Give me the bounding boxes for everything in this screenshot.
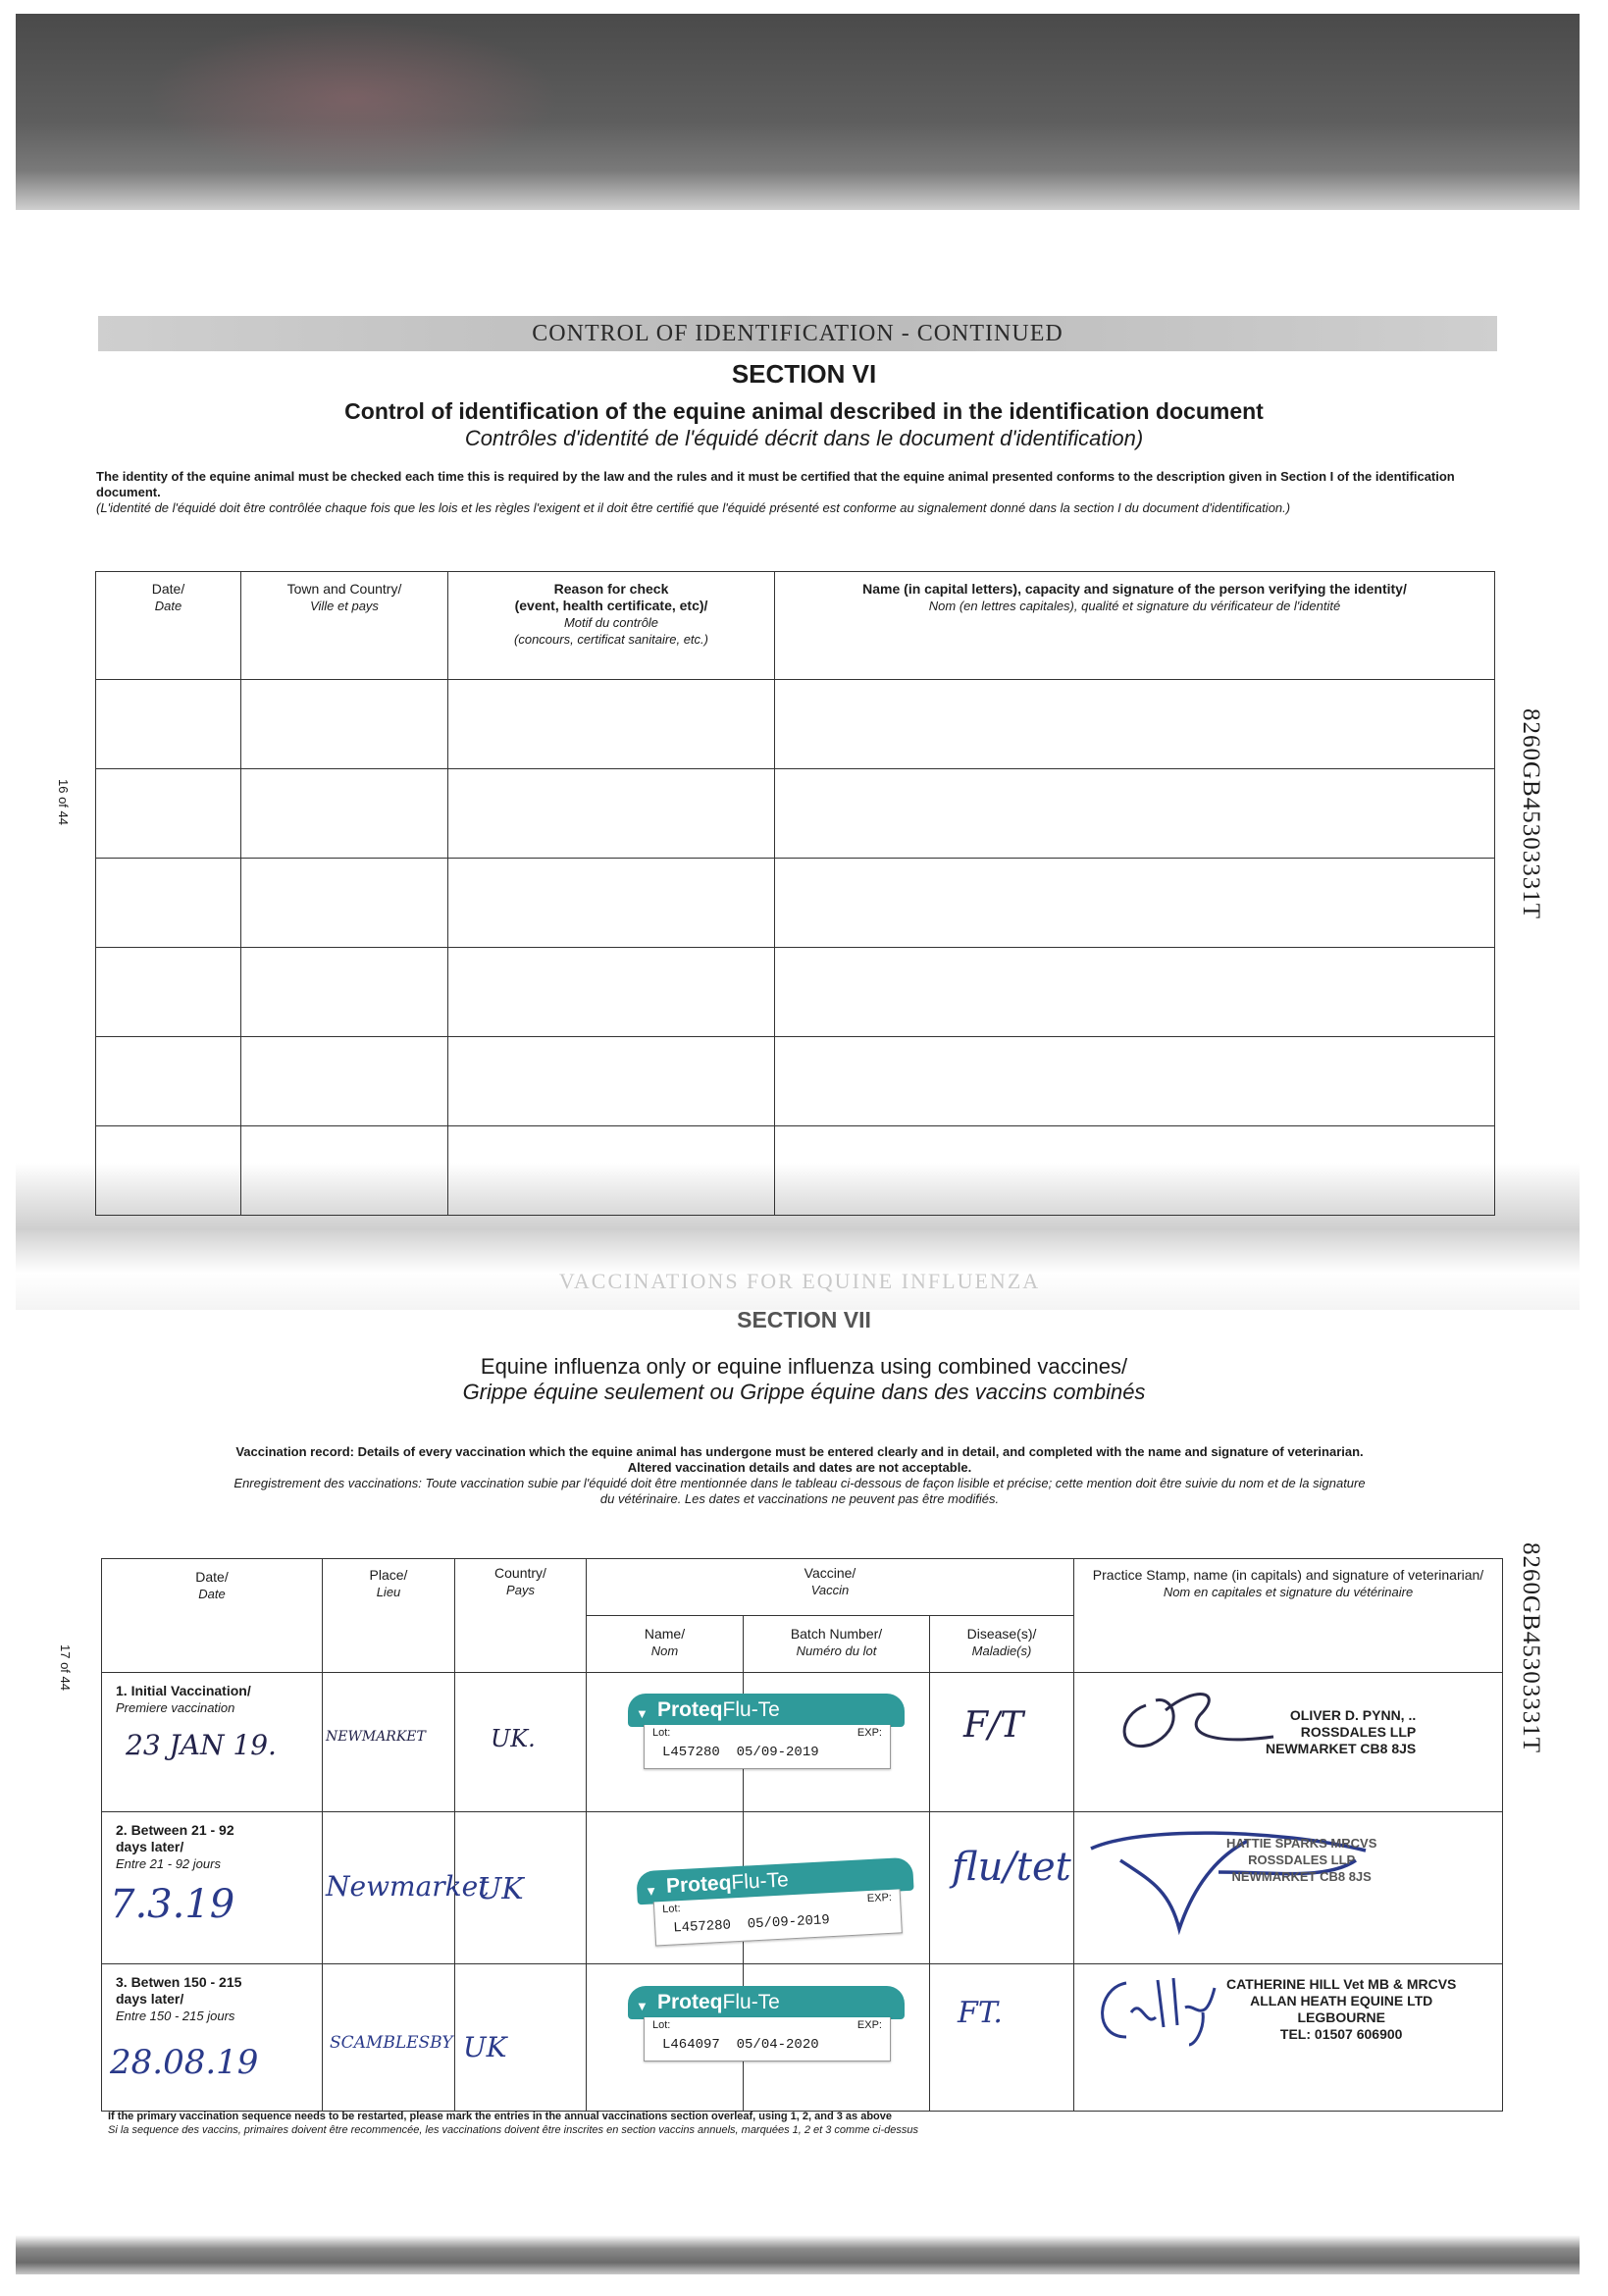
col-date-label-fr: Date [154,599,182,613]
vet-stamp-line: CATHERINE HILL Vet MB & MRCVS [1226,1976,1457,1992]
scan-shadow-bottom [16,2235,1580,2274]
vcol-place-label: Place/ [369,1567,408,1583]
vcol-vaccine-header [587,1559,1074,1616]
col-name-label-fr: Nom (en lettres capitales), qualité et signature du vérificateur de l'identité [928,599,1341,613]
vacc-row-label [102,1964,323,2112]
vcol-country-header [455,1559,587,1673]
vacc-row-label-en: 1. Initial Vaccination/ [116,1683,251,1698]
vacc-disease-2: flu/tet [952,1845,1071,1890]
vaccine-name: Flu-Te [722,1991,780,2013]
vet-stamp-line: HATTIE SPARKS MRCVS [1226,1836,1377,1851]
vaccine-label-body [644,1725,891,1769]
table-row [96,859,1495,948]
page-number-upper: 16 of 44 [56,779,71,825]
vacc-date-2: 7.3.19 [110,1882,235,1927]
section7-intro-en-2: Altered vaccination details and dates are not acceptable. [627,1460,972,1475]
vacc-country-3: UK [463,2031,507,2063]
expiry-date: 05/09-2019 [747,1912,831,1933]
table-header-row [96,572,1495,680]
col-name-header [775,572,1495,680]
section-banner: CONTROL OF IDENTIFICATION - CONTINUED [98,316,1497,351]
section7-title: Equine influenza only or equine influenza using combined vaccines/ [480,1354,1128,1379]
vacc-place-3: SCAMBLESBY [330,2033,453,2053]
lot-label: Lot: [652,1727,671,1739]
batch-expiry [673,1912,830,1936]
vcol-batch-header [744,1616,930,1673]
vacc-row-label-fr: Premiere vaccination [116,1700,235,1715]
vaccine-brand: Proteq [657,1991,723,2013]
col-name-label: Name (in capital letters), capacity and signature of the person verifying the identity/ [862,581,1407,597]
vcol-name-label-fr: Nom [650,1644,679,1658]
batch-expiry [662,1745,819,1760]
vacc-place-1: NEWMARKET [326,1729,426,1745]
vacc-header-row-1 [102,1559,1503,1616]
vaccine-label-head [628,1694,905,1727]
expiry-date: 05/04-2020 [736,2037,819,2053]
identity-check-table [95,571,1495,1216]
vcol-place-header [323,1559,455,1673]
vacc-row-label-en: 2. Between 21 - 92 [116,1822,234,1838]
section6-title: Control of identification of the equine animal described in the identification document [344,398,1264,424]
section7-intro-en-1: Vaccination record: Details of every vaccination which the equine animal has undergone must be entered clearly and in detail, and completed with the name and signature of veterinarian. [235,1444,1364,1459]
col-town-label: Town and Country/ [286,581,402,597]
arrow-icon: ▼ [644,1883,658,1899]
vcol-vaccine-label-fr: Vaccin [810,1583,850,1597]
footer-note [108,2110,918,2137]
vet-stamp-1 [1266,1707,1416,1757]
section7-intro [98,1444,1501,1507]
section6-intro-fr: (L'identité de l'équidé doit être contrôlée chaque fois que les lois et les règles l'exigent et il doit être certifié que l'équidé présenté est conforme au signalement donné dans la section I du document d'identification.) [96,500,1291,515]
vcol-stamp-label-fr: Nom en capitales et signature du vétérinaire [1163,1585,1414,1599]
vacc-row-label-fr: Entre 150 - 215 jours [116,2009,235,2023]
vet-stamp-line: NEWMARKET CB8 8JS [1231,1869,1372,1884]
exp-label: EXP: [856,2019,882,2031]
vet-stamp-line: TEL: 01507 606900 [1279,2026,1403,2042]
section6-intro-en: The identity of the equine animal must be checked each time this is required by the law and the rules and it must be certified that the equine animal presented conforms to the description given in Section I of the identification document. [96,469,1455,499]
page-number-lower: 17 of 44 [58,1644,73,1691]
table-row [96,948,1495,1037]
vcol-name-header [587,1616,744,1673]
passport-number-upper: 8260GB45303331T [1518,708,1544,919]
vet-stamp-line: ALLAN HEATH EQUINE LTD [1250,1993,1433,2009]
footer-note-en: If the primary vaccination sequence needs to be restarted, please mark the entries in the annual vaccinations section overleaf, using 1, 2, and 3 as above [108,2111,893,2122]
vaccine-label-body [644,2017,891,2061]
vacc-row-label-en-2: days later/ [116,1991,184,2007]
vcol-disease-label: Disease(s)/ [966,1626,1037,1642]
vacc-row-label-en-2: days later/ [116,1839,184,1854]
vcol-vaccine-label: Vaccine/ [804,1565,856,1581]
table-row [96,769,1495,859]
col-town-label-fr: Ville et pays [310,599,379,613]
vacc-country-2: UK [477,1872,524,1906]
vet-stamp-2 [1226,1835,1376,1885]
vcol-place-label-fr: Lieu [376,1585,401,1599]
col-town-header [241,572,448,680]
vet-stamp-line: ROSSDALES LLP [1248,1852,1356,1867]
section7-intro-fr-1: Enregistrement des vaccinations: Toute vaccination subie par l'équidé doit être mentionnée dans le tableau ci-dessous de façon lisible et précise; cette mention doit être suivie du nom et de la signature [233,1476,1366,1490]
arrow-icon: ▼ [636,1999,648,2013]
col-reason-label-fr: Motif du contrôle [563,615,659,630]
vacc-row-label-fr: Entre 21 - 92 jours [116,1856,221,1871]
table-row [96,680,1495,769]
col-reason-header [448,572,775,680]
vacc-country-1: UK. [491,1725,536,1752]
scan-tint [147,20,559,177]
expiry-date: 05/09-2019 [736,1745,819,1760]
vcol-batch-label: Batch Number/ [790,1626,883,1642]
vcol-country-label: Country/ [494,1565,546,1581]
section7-heading: SECTION VII [737,1307,871,1332]
vaccine-label-2 [636,1857,916,1947]
arrow-icon: ▼ [636,1706,648,1721]
vet-stamp-line: LEGBOURNE [1297,2009,1385,2025]
vaccine-brand: Proteq [657,1698,723,1721]
vcol-name-label: Name/ [644,1626,686,1642]
lot-label: Lot: [652,2019,671,2031]
vet-stamp-line: ROSSDALES LLP [1300,1724,1417,1740]
vet-signature-3 [1087,1968,1234,2047]
lot-label: Lot: [661,1903,681,1916]
col-date-label: Date/ [151,581,185,597]
section6-heading: SECTION VI [731,359,877,389]
col-reason-label: Reason for check [553,581,669,597]
vcol-batch-label-fr: Numéro du lot [796,1644,877,1658]
batch-number: L457280 [662,1745,720,1760]
vcol-date-label: Date/ [195,1569,229,1585]
section6-intro [96,469,1479,516]
vcol-disease-header [930,1616,1074,1673]
vcol-date-label-fr: Date [198,1587,226,1601]
table-row [96,1126,1495,1216]
section7-title-fr: Grippe équine seulement ou Grippe équine dans des vaccins combinés [462,1380,1146,1404]
vcol-stamp-header [1074,1559,1503,1673]
vacc-disease-3: FT. [958,1996,1003,2030]
vaccine-label-3 [628,1986,905,2061]
vet-signature-1 [1107,1676,1283,1770]
section7-intro-fr-2: du vétérinaire. Les dates et vaccinations ne peuvent pas être modifiés. [599,1491,1000,1506]
vacc-date-3: 28.08.19 [110,2043,259,2082]
vcol-country-label-fr: Pays [506,1583,535,1597]
section6-title-fr: Contrôles d'identité de l'équidé décrit dans le document d'identification) [464,426,1144,450]
col-date-header [96,572,241,680]
vacc-disease-1: F/T [963,1705,1024,1746]
vacc-place-2: Newmarket [326,1870,490,1903]
vaccine-name: Flu-Te [722,1698,780,1721]
batch-expiry [662,2037,819,2053]
vcol-disease-label-fr: Maladie(s) [971,1644,1032,1658]
col-reason-label-fr-2: (concours, certificat sanitaire, etc.) [514,632,708,647]
vcol-stamp-label: Practice Stamp, name (in capitals) and signature of veterinarian/ [1092,1567,1484,1583]
vaccine-name: Flu-Te [730,1868,790,1895]
footer-note-fr: Si la sequence des vaccins, primaires doivent être recommencée, les vaccinations doivent être inscrites en section vaccins annuels, marquées 1, 2 et 3 comme ci-dessus [108,2124,919,2136]
vacc-date-1: 23 JAN 19. [126,1729,277,1761]
vaccine-brand: Proteq [665,1871,733,1898]
vet-stamp-line: NEWMARKET CB8 8JS [1266,1741,1417,1756]
vet-stamp-3 [1226,1976,1456,2043]
vacc-row-label-en: 3. Betwen 150 - 215 [116,1974,242,1990]
table-row [96,1037,1495,1126]
batch-number: L464097 [662,2037,720,2053]
section7-banner: VACCINATIONS FOR EQUINE INFLUENZA [558,1269,1041,1293]
vaccine-label-head [628,1986,905,2019]
batch-number: L457280 [672,1917,732,1937]
vaccine-label-1 [628,1694,905,1768]
vet-stamp-line: OLIVER D. PYNN, .. [1289,1707,1417,1723]
passport-number-lower: 8260GB45303331T [1518,1542,1544,1753]
vcol-date-header [102,1559,323,1673]
exp-label: EXP: [856,1727,882,1739]
col-reason-label-2: (event, health certificate, etc)/ [514,598,708,613]
exp-label: EXP: [866,1891,893,1905]
